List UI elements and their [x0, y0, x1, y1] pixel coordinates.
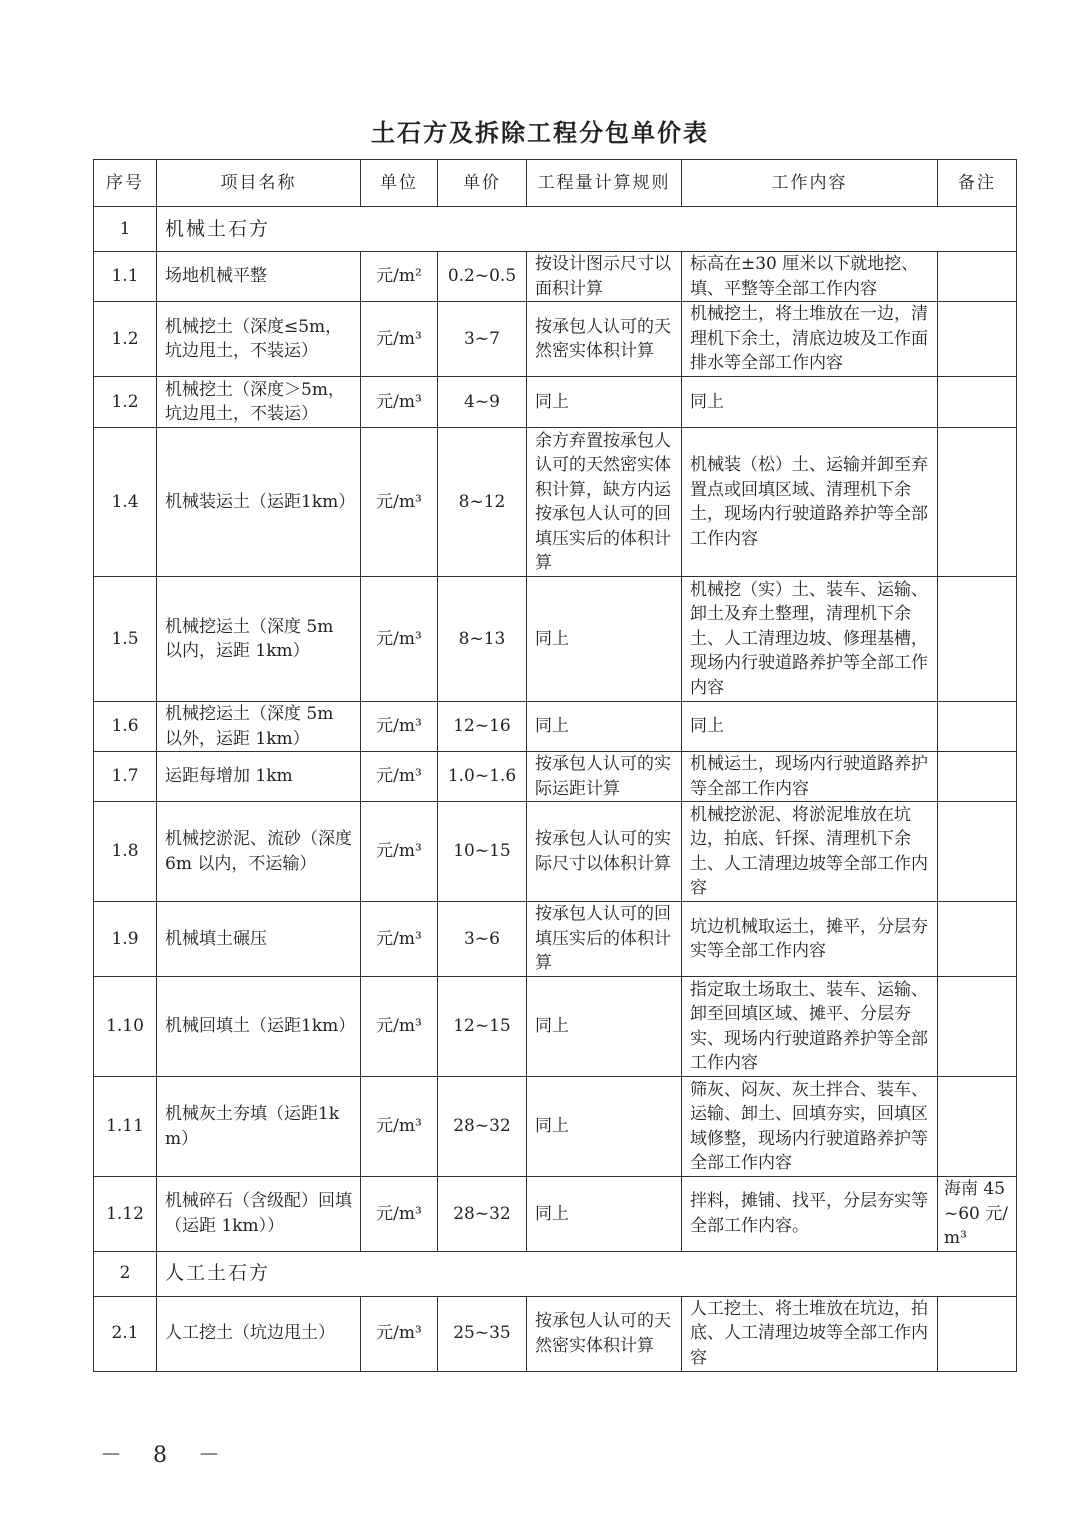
row-unit: 元/m³: [361, 977, 438, 1077]
row-rule: 同上: [527, 1177, 682, 1252]
row-note: [938, 252, 1017, 302]
row-name: 机械碎石（含级配）回填（运距 1km））: [157, 1177, 361, 1252]
row-content: 机械挖土，将土堆放在一边，清理机下余土，清底边坡及工作面排水等全部工作内容: [682, 302, 938, 377]
row-name: 场地机械平整: [157, 252, 361, 302]
row-content: 指定取土场取土、装车、运输、卸至回填区域、摊平、分层夯实、现场内行驶道路养护等全部工作内容: [682, 977, 938, 1077]
section-row: [94, 207, 1017, 252]
row-no: 2.1: [94, 1296, 157, 1371]
row-content: 同上: [682, 702, 938, 752]
row-unit: 元/m³: [361, 1296, 438, 1371]
row-content: 拌料，摊铺、找平，分层夯实等全部工作内容。: [682, 1177, 938, 1252]
row-name: 机械灰土夯填（运距1km）: [157, 1077, 361, 1177]
row-note: [938, 302, 1017, 377]
section-no: 1: [94, 207, 157, 252]
row-no: 1.10: [94, 977, 157, 1077]
row-note: [938, 977, 1017, 1077]
section-name: 人工土石方: [157, 1251, 1017, 1296]
table-row: [94, 577, 1017, 702]
row-name: 机械挖运土（深度 5m 以内，运距 1km）: [157, 577, 361, 702]
row-note: [938, 702, 1017, 752]
row-unit: 元/m³: [361, 802, 438, 902]
row-rule: 同上: [527, 977, 682, 1077]
table-row: [94, 252, 1017, 302]
row-no: 1.2: [94, 302, 157, 377]
row-rule: 按承包人认可的实际运距计算: [527, 752, 682, 802]
row-no: 1.1: [94, 252, 157, 302]
table-row: [94, 702, 1017, 752]
row-rule: 同上: [527, 702, 682, 752]
row-name: 机械挖土（深度＞5m，坑边甩土，不装运）: [157, 377, 361, 428]
table-row: [94, 977, 1017, 1077]
row-note: [938, 1077, 1017, 1177]
table-row: [94, 802, 1017, 902]
row-price: 1.0~1.6: [438, 752, 527, 802]
row-price: 10~15: [438, 802, 527, 902]
header-content: 工作内容: [682, 160, 938, 207]
row-price: 0.2~0.5: [438, 252, 527, 302]
row-no: 1.7: [94, 752, 157, 802]
row-name: 机械装运土（运距1km）: [157, 428, 361, 577]
row-note: [938, 377, 1017, 428]
section-no: 2: [94, 1251, 157, 1296]
row-unit: 元/m³: [361, 577, 438, 702]
row-content: 同上: [682, 377, 938, 428]
row-no: 1.5: [94, 577, 157, 702]
row-no: 1.11: [94, 1077, 157, 1177]
row-price: 25~35: [438, 1296, 527, 1371]
row-name: 机械填土碾压: [157, 902, 361, 977]
header-price: 单价: [438, 160, 527, 207]
row-no: 1.12: [94, 1177, 157, 1252]
row-price: 3~7: [438, 302, 527, 377]
row-content: 机械挖淤泥、将淤泥堆放在坑边，拍底、钎探、清理机下余土、人工清理边坡等全部工作内容: [682, 802, 938, 902]
row-unit: 元/m³: [361, 902, 438, 977]
row-content: 机械挖（实）土、装车、运输、卸土及弃土整理，清理机下余土、人工清理边坡、修理基槽，现场内行驶道路养护等全部工作内容: [682, 577, 938, 702]
header-note: 备注: [938, 160, 1017, 207]
row-name: 人工挖土（坑边甩土）: [157, 1296, 361, 1371]
row-name: 机械挖土（深度≤5m，坑边甩土，不装运）: [157, 302, 361, 377]
row-no: 1.4: [94, 428, 157, 577]
row-rule: 同上: [527, 577, 682, 702]
row-rule: 同上: [527, 377, 682, 428]
row-no: 1.2: [94, 377, 157, 428]
row-name: 运距每增加 1km: [157, 752, 361, 802]
header-unit: 单位: [361, 160, 438, 207]
row-price: 12~15: [438, 977, 527, 1077]
row-unit: 元/m³: [361, 1177, 438, 1252]
row-content: 机械装（松）土、运输并卸至弃置点或回填区域、清理机下余土，现场内行驶道路养护等全部工作内容: [682, 428, 938, 577]
row-no: 1.6: [94, 702, 157, 752]
row-content: 人工挖土、将土堆放在坑边，拍底、人工清理边坡等全部工作内容: [682, 1296, 938, 1371]
row-rule: 按设计图示尺寸以面积计算: [527, 252, 682, 302]
row-rule: 按承包人认可的天然密实体积计算: [527, 302, 682, 377]
row-rule: 余方弃置按承包人认可的天然密实体积计算，缺方内运按承包人认可的回填压实后的体积计算: [527, 428, 682, 577]
unit-price-table: [93, 159, 1017, 1372]
table-row: [94, 377, 1017, 428]
section-row: [94, 1251, 1017, 1296]
header-name: 项目名称: [157, 160, 361, 207]
table-row: [94, 1177, 1017, 1252]
row-name: 机械挖淤泥、流砂（深度 6m 以内，不运输）: [157, 802, 361, 902]
table-row: [94, 1296, 1017, 1371]
row-note: [938, 752, 1017, 802]
row-no: 1.8: [94, 802, 157, 902]
row-name: 机械挖运土（深度 5m 以外，运距 1km）: [157, 702, 361, 752]
row-unit: 元/m³: [361, 1077, 438, 1177]
row-note: [938, 428, 1017, 577]
row-rule: 按承包人认可的天然密实体积计算: [527, 1296, 682, 1371]
row-unit: 元/m³: [361, 377, 438, 428]
row-content: 机械运土，现场内行驶道路养护等全部工作内容: [682, 752, 938, 802]
row-unit: 元/m³: [361, 752, 438, 802]
row-note: [938, 902, 1017, 977]
table-row: [94, 752, 1017, 802]
table-row: [94, 902, 1017, 977]
row-price: 8~12: [438, 428, 527, 577]
table-row: [94, 1077, 1017, 1177]
row-note: [938, 577, 1017, 702]
table-row: [94, 302, 1017, 377]
row-rule: 同上: [527, 1077, 682, 1177]
header-no: 序号: [94, 160, 157, 207]
row-price: 3~6: [438, 902, 527, 977]
table-row: [94, 428, 1017, 577]
row-content: 筛灰、闷灰、灰土拌合、装车、运输、卸土、回填夯实，回填区域修整，现场内行驶道路养护等全部工作内容: [682, 1077, 938, 1177]
section-name: 机械土石方: [157, 207, 1017, 252]
row-rule: 按承包人认可的实际尺寸以体积计算: [527, 802, 682, 902]
row-unit: 元/m³: [361, 702, 438, 752]
row-content: 坑边机械取运土，摊平，分层夯实等全部工作内容: [682, 902, 938, 977]
row-note: [938, 802, 1017, 902]
row-no: 1.9: [94, 902, 157, 977]
row-price: 12~16: [438, 702, 527, 752]
document-title: 土石方及拆除工程分包单价表: [371, 118, 709, 147]
header-rule: 工程量计算规则: [527, 160, 682, 207]
row-price: 28~32: [438, 1177, 527, 1252]
table-header-row: [94, 160, 1017, 207]
row-content: 标高在±30 厘米以下就地挖、填、平整等全部工作内容: [682, 252, 938, 302]
row-name: 机械回填土（运距1km）: [157, 977, 361, 1077]
row-unit: 元/m²: [361, 252, 438, 302]
row-unit: 元/m³: [361, 428, 438, 577]
row-price: 8~13: [438, 577, 527, 702]
row-price: 28~32: [438, 1077, 527, 1177]
row-note: [938, 1296, 1017, 1371]
row-note: 海南 45~60 元/m³: [938, 1177, 1017, 1252]
page-number: － 8 －: [100, 1443, 232, 1468]
row-rule: 按承包人认可的回填压实后的体积计算: [527, 902, 682, 977]
row-price: 4~9: [438, 377, 527, 428]
row-unit: 元/m³: [361, 302, 438, 377]
